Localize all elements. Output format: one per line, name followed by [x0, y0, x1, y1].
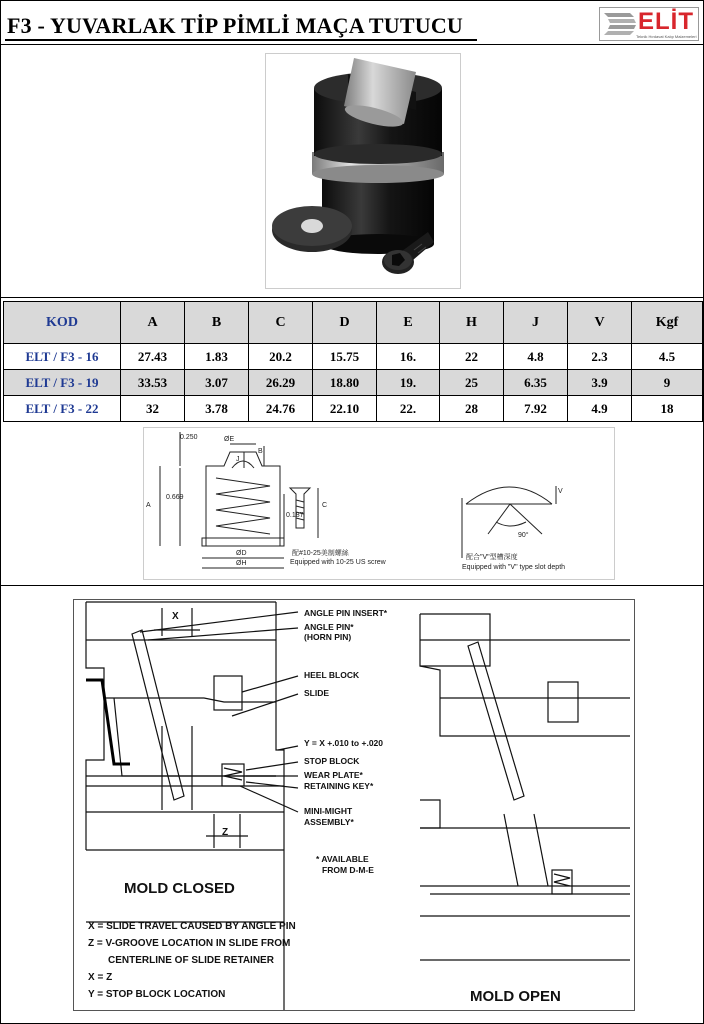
callout-y-equation: Y = X +.010 to +.020	[304, 738, 383, 748]
column-header: V	[568, 302, 632, 344]
dim-label-angle: 90°	[518, 532, 529, 539]
logo-stripes-icon	[602, 9, 638, 41]
callout-wear-plate: WEAR PLATE*	[304, 770, 363, 780]
table-cell: 22	[440, 344, 504, 370]
table-cell: 6.35	[504, 370, 568, 396]
dim-label-b: B	[258, 448, 263, 455]
table-cell: ELT / F3 - 22	[4, 396, 121, 422]
dim-label-phi-d: ØD	[236, 550, 247, 557]
slide-retainer-illustration	[266, 54, 460, 288]
table-cell: 7.92	[504, 396, 568, 422]
slot-note-cn: 配合"V"型槽深度	[466, 554, 518, 561]
table-cell: 22.	[377, 396, 440, 422]
dim-label-phi-e: ØE	[224, 436, 235, 443]
legend-list	[88, 918, 296, 1003]
table-cell: 4.8	[504, 344, 568, 370]
table-cell: 24.76	[249, 396, 313, 422]
table-cell: 2.3	[568, 344, 632, 370]
callout-stop-block: STOP BLOCK	[304, 756, 360, 766]
callout-retaining-key: RETAINING KEY*	[304, 781, 374, 791]
product-photo-section	[1, 45, 703, 298]
header	[1, 1, 703, 45]
table-header-row	[4, 302, 703, 344]
mold-diagram	[73, 599, 635, 1011]
table-cell: 15.75	[313, 344, 377, 370]
logo-subtitle: Teknik Hırdavat Kalıp Malzemeleri	[636, 34, 697, 39]
callout-mini-might: MINI-MIGHT	[304, 806, 353, 816]
mold-closed-caption: MOLD CLOSED	[124, 880, 235, 897]
callout-angle-pin: ANGLE PIN*	[304, 622, 354, 632]
callout-angle-pin-insert: ANGLE PIN INSERT*	[304, 608, 388, 618]
legend-item: Z = V-GROOVE LOCATION IN SLIDE FROM	[88, 938, 291, 949]
table-cell: 27.43	[121, 344, 185, 370]
table-cell: 33.53	[121, 370, 185, 396]
table-cell: ELT / F3 - 19	[4, 370, 121, 396]
table-cell: 22.10	[313, 396, 377, 422]
table-row	[4, 396, 703, 422]
dim-label-phi-h: ØH	[236, 560, 247, 567]
column-header: E	[377, 302, 440, 344]
table-cell: 4.5	[632, 344, 703, 370]
column-header: B	[185, 302, 249, 344]
dim-label-j: J	[236, 456, 240, 463]
table-cell: 9	[632, 370, 703, 396]
slot-note: Equipped with "V" type slot depth	[462, 564, 566, 571]
table-cell: 19.	[377, 370, 440, 396]
dim-label-v: V	[558, 488, 563, 495]
table-cell: 3.78	[185, 396, 249, 422]
table-row	[4, 370, 703, 396]
mold-diagram-section	[1, 587, 703, 1023]
callout-available: * AVAILABLE	[316, 854, 369, 864]
legend-item: X = SLIDE TRAVEL CAUSED BY ANGLE PIN	[88, 921, 296, 932]
legend-item: X = Z	[88, 972, 113, 983]
logo-wordmark: ELİT	[638, 8, 694, 35]
column-header: A	[121, 302, 185, 344]
callout-slide: SLIDE	[304, 688, 330, 698]
column-header: C	[249, 302, 313, 344]
table-cell: 20.2	[249, 344, 313, 370]
dim-label-c: C	[322, 502, 328, 509]
dim-label-0187: 0.187	[286, 512, 304, 519]
column-header: H	[440, 302, 504, 344]
legend-item: Y = STOP BLOCK LOCATION	[88, 989, 226, 1000]
title-underline	[5, 39, 477, 41]
mold-open-caption: MOLD OPEN	[470, 988, 561, 1005]
x-dimension-label: X	[172, 611, 179, 622]
specification-table	[3, 301, 703, 422]
brand-logo	[599, 7, 699, 41]
dim-label-0250: 0.250	[180, 434, 198, 441]
table-cell: 3.9	[568, 370, 632, 396]
column-header: D	[313, 302, 377, 344]
column-header: J	[504, 302, 568, 344]
dim-label-a: A	[146, 502, 151, 509]
table-cell: 16.	[377, 344, 440, 370]
callout-heel-block: HEEL BLOCK	[304, 670, 360, 680]
table-cell: ELT / F3 - 16	[4, 344, 121, 370]
table-cell: 28	[440, 396, 504, 422]
table-cell: 26.29	[249, 370, 313, 396]
table-cell: 3.07	[185, 370, 249, 396]
screw-note-cn: 配#10-25美制螺絲	[292, 550, 349, 557]
table-cell: 18.80	[313, 370, 377, 396]
dimension-drawing	[143, 427, 615, 580]
table-cell: 4.9	[568, 396, 632, 422]
table-cell: 18	[632, 396, 703, 422]
column-header: Kgf	[632, 302, 703, 344]
callout-horn-pin: (HORN PIN)	[304, 632, 352, 642]
screw-note: Equipped with 10-25 US screw	[290, 559, 386, 566]
table-cell: 1.83	[185, 344, 249, 370]
table-cell: 32	[121, 396, 185, 422]
callout-from-dme: FROM D-M-E	[322, 865, 374, 875]
legend-item: CENTERLINE OF SLIDE RETAINER	[108, 955, 274, 966]
dimension-drawing-section	[1, 423, 703, 586]
callout-assembly: ASSEMBLY*	[304, 817, 354, 827]
table-cell: 25	[440, 370, 504, 396]
product-photo	[265, 53, 461, 289]
technical-drawing	[144, 428, 614, 579]
page-title: F3 - YUVARLAK TİP PİMLİ MAÇA TUTUCU	[7, 13, 464, 38]
z-dimension-label: Z	[222, 827, 229, 838]
table-row	[4, 344, 703, 370]
column-header: KOD	[4, 302, 121, 344]
dim-label-0669: 0.669	[166, 494, 184, 501]
